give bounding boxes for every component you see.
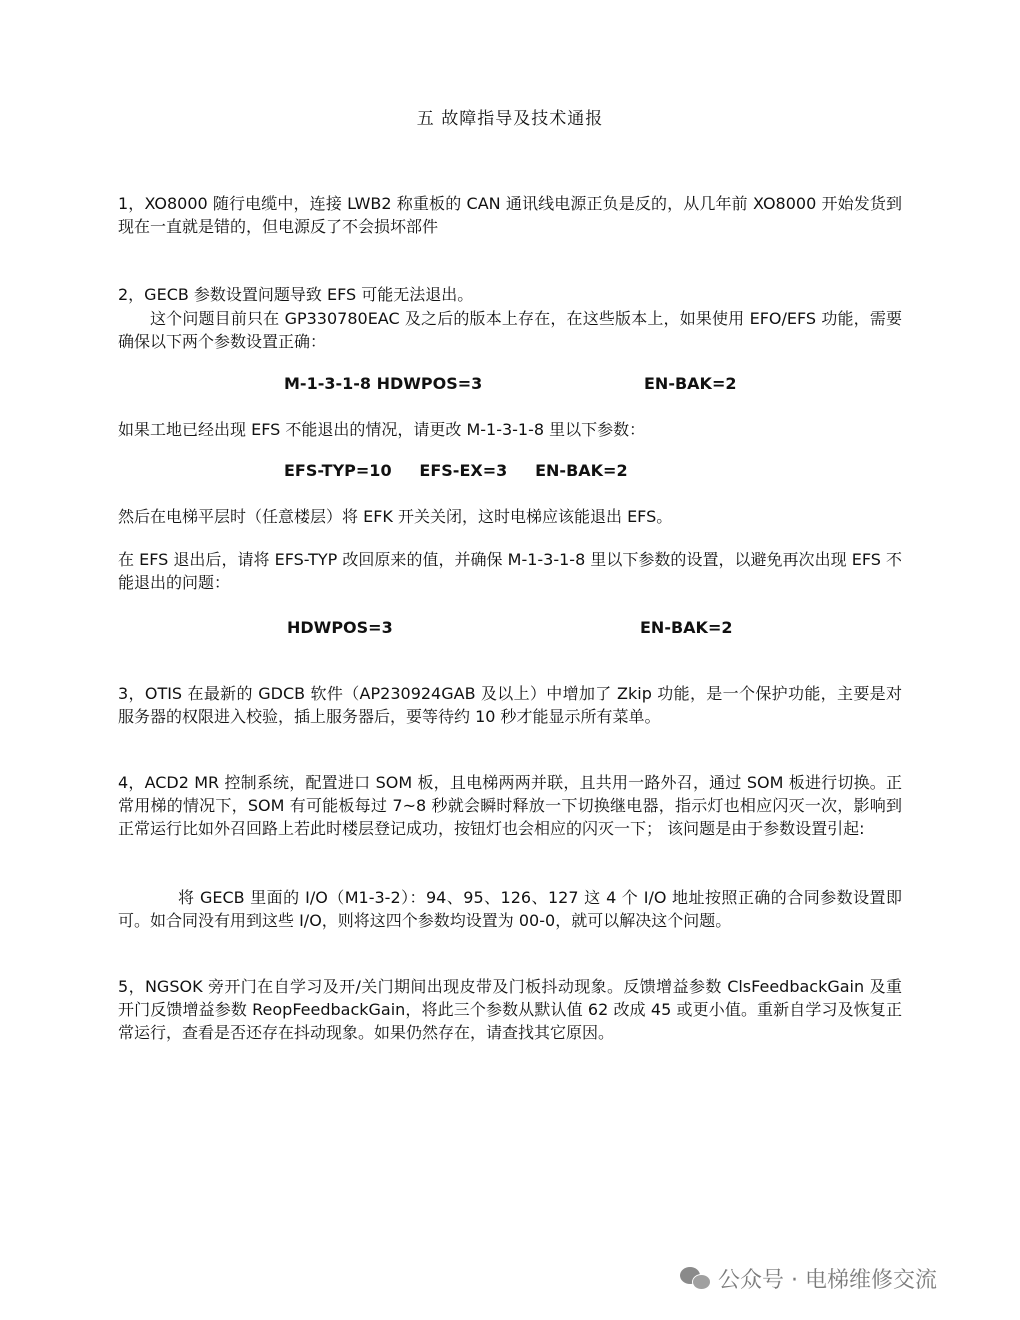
page-title: 五 故障指导及技术通报 xyxy=(416,109,604,129)
item-4-text: 4，ACD2 MR 控制系统，配置进口 SOM 板，且电梯两两并联，且共用一路外召，通过 SOM 板进行切换。正常用梯的情况下，SOM 有可能板每过 7~8 秒就会瞬时释放一下切换继电器，指示灯也相应闪灭一次，影响到正常运行比如外召回路上若此时楼层登记成功，按钮灯也会相应的闪灭一下； 该问题是由于参数设置引起: xyxy=(118,773,902,838)
item-5-text: 5，NGSOK 旁开门在自学习及开/关门期间出现皮带及门板抖动现象。反馈增益参数 ClsFeedbackGain 及重开门反馈增益参数 ReopFeedbackGain，将此三个参数从默认值 62 改成 45 或更小值。重新自学习及恢复正常运行，查看是否还存在抖动现象。如果仍然存在，请查找其它原因。 xyxy=(118,977,902,1042)
item-4-solution: 将 GECB 里面的 I/O（M1-3-2）：94、95、126、127 这 4 个 I/O 地址按照正确的合同参数设置即可。如合同没有用到这些 I/O，则将这四个参数均设置为 00-0，就可以解决这个问题。 xyxy=(118,888,902,930)
item-2-description: 这个问题目前只在 GP330780EAC 及之后的版本上存在，在这些版本上，如果使用 EFO/EFS 功能，需要确保以下两个参数设置正确： xyxy=(118,309,902,351)
item-2-fix-instruction: 如果工地已经出现 EFS 不能退出的情况，请更改 M-1-3-1-8 里以下参数： xyxy=(118,420,646,439)
item-2-heading: 2，GECB 参数设置问题导致 EFS 可能无法退出。 xyxy=(118,285,474,304)
param-enbak-line2: EN-BAK=2 xyxy=(640,618,733,637)
item-1-text: 1，XO8000 随行电缆中，连接 LWB2 称重板的 CAN 通讯线电源正负是反的，从几年前 XO8000 开始发货到现在一直就是错的，但电源反了不会损坏部件 xyxy=(118,194,902,236)
param-efs-line: EFS-TYP=10 EFS-EX=3 EN-BAK=2 xyxy=(284,461,628,480)
param-enbak-line1: EN-BAK=2 xyxy=(644,374,737,393)
param-hdwpos-line2: HDWPOS=3 xyxy=(287,618,393,637)
watermark xyxy=(680,1262,937,1294)
watermark-text: 公众号 · 电梯维修交流 xyxy=(718,1267,937,1293)
wechat-icon xyxy=(680,1265,710,1291)
param-hdwpos-line1: M-1-3-1-8 HDWPOS=3 xyxy=(284,374,483,393)
item-3-text: 3，OTIS 在最新的 GDCB 软件（AP230924GAB 及以上）中增加了 Zkip 功能，是一个保护功能，主要是对服务器的权限进入校验，插上服务器后，要等待约 10 秒才能显示所有菜单。 xyxy=(118,684,902,726)
item-2-restore-step: 在 EFS 退出后，请将 EFS-TYP 改回原来的值，并确保 M-1-3-1-8 里以下参数的设置，以避免再次出现 EFS 不能退出的问题： xyxy=(118,550,902,592)
item-2-efk-step: 然后在电梯平层时（任意楼层）将 EFK 开关关闭，这时电梯应该能退出 EFS。 xyxy=(118,507,673,526)
